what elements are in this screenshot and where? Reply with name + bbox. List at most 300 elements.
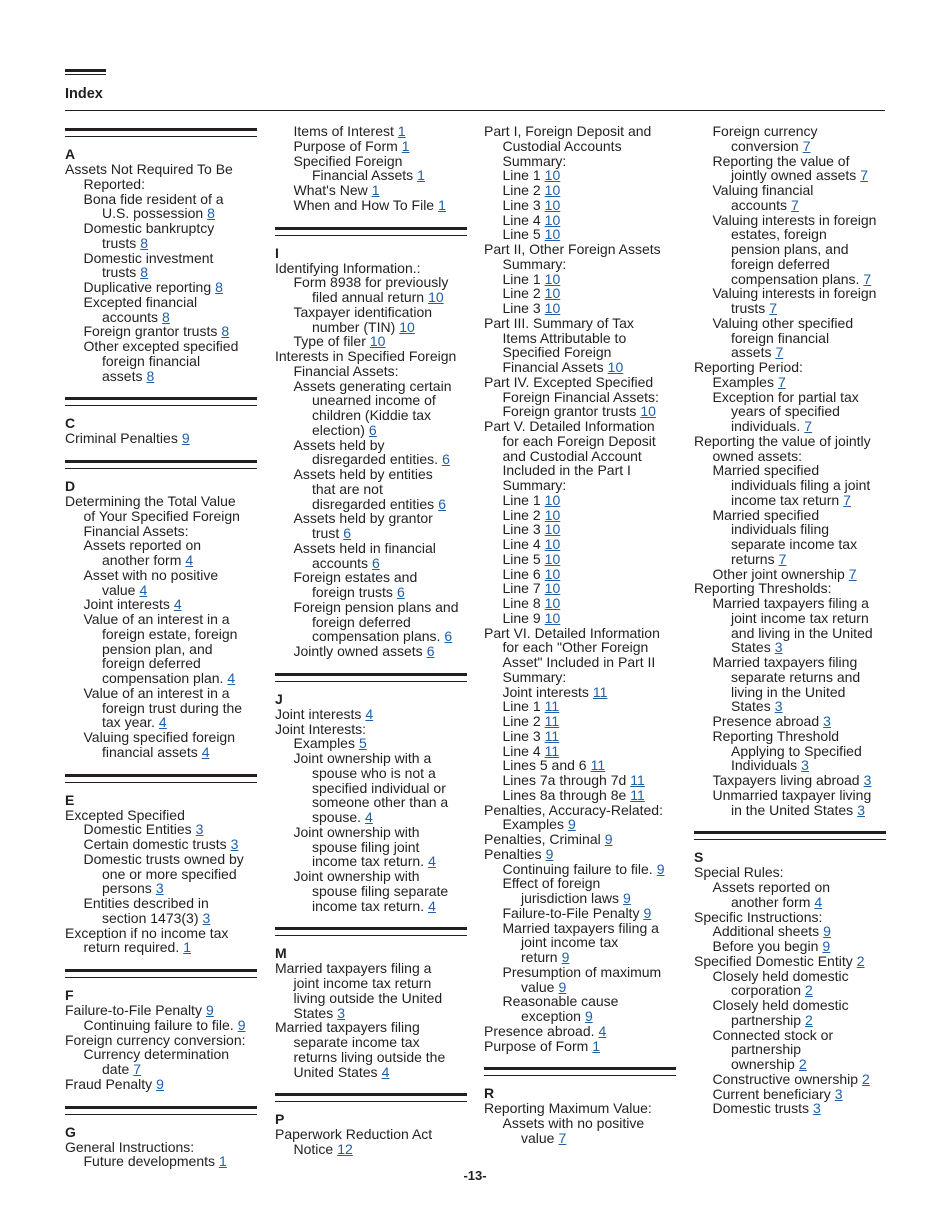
page-link[interactable]: 5	[358, 735, 367, 752]
index-entry-text: Reported:	[83, 175, 145, 192]
index-entry	[275, 766, 467, 781]
index-entry	[65, 1077, 257, 1092]
index-entry-text: Duplicative reporting	[83, 279, 212, 295]
index-entry	[275, 1127, 467, 1142]
index-entry-text: Effect of foreign	[502, 875, 601, 892]
index-entry	[65, 177, 257, 192]
index-entry	[275, 423, 467, 438]
index-entry-text: returns living outside the	[293, 1048, 446, 1065]
index-entry	[484, 522, 676, 537]
index-entry-text: Excepted financial	[83, 293, 198, 310]
index-entry	[694, 969, 886, 984]
page-link[interactable]: 10	[544, 550, 561, 567]
page-link[interactable]: 8	[215, 279, 223, 295]
index-entry	[65, 369, 257, 384]
page-link[interactable]: 1	[397, 123, 406, 139]
index-entry	[694, 168, 886, 183]
page-link[interactable]: 3	[155, 880, 164, 897]
index-entry-text: trusts	[102, 264, 137, 281]
page-link[interactable]: 10	[544, 609, 561, 626]
index-entry-text: foreign trusts	[312, 584, 393, 600]
index-entry-text: Custodial Accounts	[502, 137, 622, 154]
page-link[interactable]: 8	[140, 264, 149, 281]
index-entry-text: Joint interests	[83, 596, 170, 613]
page-link[interactable]: 1	[438, 196, 446, 213]
page-link[interactable]: 9	[181, 430, 190, 447]
index-entry-text: Valuing interests in foreign	[712, 285, 877, 302]
page-link[interactable]: 6	[438, 495, 446, 512]
index-entry-text: Foreign estates and	[293, 569, 418, 586]
index-entry	[65, 524, 257, 539]
index-entry	[484, 463, 676, 478]
page-link[interactable]: 3	[202, 909, 211, 926]
index-entry	[694, 626, 886, 641]
index-entry	[275, 526, 467, 541]
index-entry-text: separate returns and	[731, 668, 861, 685]
index-entry	[484, 685, 676, 700]
page-link[interactable]: 4	[158, 714, 167, 731]
index-entry-text: Future developments	[83, 1153, 216, 1170]
page-link[interactable]: 11	[544, 713, 560, 729]
index-entry-text: Line 9	[502, 609, 541, 626]
index-entry	[694, 611, 886, 626]
page-link[interactable]: 4	[365, 705, 374, 722]
index-column-3	[484, 124, 676, 1146]
page-link[interactable]: 6	[396, 584, 405, 600]
index-entry-text: one or more specified	[102, 865, 237, 882]
page-link[interactable]: 3	[774, 639, 783, 656]
section-letter: C	[65, 415, 76, 432]
index-entry-text: Line 3	[502, 727, 541, 744]
page-link[interactable]: 7	[848, 565, 857, 582]
page-link[interactable]: 6	[442, 451, 450, 468]
index-entry-text: Domestic Entities	[83, 821, 192, 838]
index-entry-text: accounts	[731, 196, 788, 213]
section-rule	[275, 673, 467, 679]
page-link[interactable]: 2	[856, 952, 865, 969]
index-entry-text: Excepted Specified	[65, 806, 185, 823]
index-entry	[694, 286, 886, 301]
page-link[interactable]: 9	[558, 978, 567, 995]
index-entry	[484, 404, 676, 419]
index-entry-text: Items of Interest	[293, 123, 394, 139]
index-entry-text: Line 2	[502, 713, 541, 729]
section-letter: S	[694, 849, 704, 866]
page-link[interactable]: 10	[544, 167, 561, 184]
page-link[interactable]: 7	[777, 373, 786, 390]
page-link[interactable]: 9	[656, 860, 665, 877]
page-link[interactable]: 9	[643, 904, 652, 921]
page-link[interactable]: 10	[544, 565, 561, 582]
section-rule	[65, 1106, 257, 1112]
index-entry-text: return required.	[83, 939, 180, 956]
index-entry	[484, 876, 676, 891]
index-entry	[484, 581, 676, 596]
index-entry-text: Foreign grantor trusts	[502, 403, 637, 420]
section-rule	[65, 969, 257, 975]
page-link[interactable]: 8	[162, 308, 170, 325]
index-entry	[65, 852, 257, 867]
index-entry	[694, 493, 886, 508]
page-link[interactable]: 2	[805, 982, 813, 999]
page-link[interactable]: 6	[368, 421, 377, 438]
index-entry	[694, 714, 886, 729]
page-link[interactable]: 11	[630, 772, 645, 788]
page-link[interactable]: 4	[139, 581, 148, 598]
index-entry-text: Before you begin	[712, 938, 819, 954]
page-link[interactable]: 10	[607, 359, 624, 375]
page-link[interactable]: 7	[558, 1129, 567, 1146]
page-link[interactable]: 11	[592, 683, 608, 700]
page-link[interactable]: 10	[544, 521, 561, 538]
index-entry	[484, 227, 676, 242]
index-entry-text: Included in the Part I	[502, 462, 631, 479]
index-entry	[484, 832, 676, 847]
index-entry	[275, 751, 467, 766]
page-link[interactable]: 7	[802, 137, 811, 154]
page-link[interactable]: 1	[592, 1037, 601, 1054]
index-entry	[694, 1101, 886, 1116]
page-link[interactable]: 3	[857, 801, 865, 818]
index-entry-text: jurisdiction laws	[521, 890, 620, 906]
index-entry-text: Purpose of Form	[293, 137, 398, 154]
section-rule	[65, 460, 257, 466]
index-entry	[694, 865, 886, 880]
index-entry	[694, 910, 886, 925]
page-link[interactable]: 6	[343, 525, 352, 541]
page-link[interactable]: 10	[544, 300, 561, 316]
index-entry	[65, 324, 257, 339]
index-entry-text: Domestic trusts	[712, 1100, 809, 1117]
page-link[interactable]: 10	[544, 536, 561, 552]
page-link[interactable]: 9	[822, 938, 831, 954]
page-link[interactable]: 1	[219, 1153, 227, 1170]
page-link[interactable]: 1	[371, 182, 380, 198]
index-entry	[484, 862, 676, 877]
index-entry	[275, 840, 467, 855]
page-link[interactable]: 9	[561, 949, 570, 965]
index-entry-text: compensation plans.	[312, 628, 441, 645]
index-entry-text: Asset" Included in Part II	[502, 654, 656, 670]
section-letter: J	[275, 690, 283, 707]
index-entry-text: Presence abroad	[712, 713, 820, 729]
page-link[interactable]: 3	[774, 698, 783, 715]
index-entry	[275, 600, 467, 615]
index-entry-text: joint income tax return	[293, 975, 432, 991]
index-entry	[694, 154, 886, 169]
page-link[interactable]: 4	[185, 552, 194, 568]
index-entry	[484, 360, 676, 375]
page-link[interactable]: 10	[428, 289, 444, 305]
section-rule-thin	[484, 1075, 676, 1076]
index-entry	[694, 478, 886, 493]
page-link[interactable]: 9	[205, 1002, 214, 1018]
page-link[interactable]: 3	[195, 821, 204, 838]
index-entry-text: trust	[312, 525, 340, 541]
page-link[interactable]: 7	[804, 418, 813, 434]
index-entry-text: Part IV. Excepted Specified	[484, 373, 654, 390]
index-entry	[694, 272, 886, 287]
page-link[interactable]: 7	[791, 196, 799, 213]
index-entry-text: Examples	[502, 816, 564, 833]
index-entry-text: accounts	[102, 308, 159, 325]
index-entry-text: Jointly owned assets	[293, 643, 423, 659]
page-link[interactable]: 8	[140, 234, 149, 251]
page-link[interactable]: 10	[544, 506, 561, 523]
index-entry	[275, 795, 467, 810]
index-entry-text: Line 2	[502, 506, 541, 523]
index-entry-text: Lines 5 and 6	[502, 757, 587, 774]
index-entry	[694, 1072, 886, 1087]
index-entry-text: individuals filing	[731, 521, 830, 538]
index-entry-text: Items Attributable to	[502, 329, 627, 346]
page-link[interactable]: 10	[640, 403, 656, 420]
page-link[interactable]: 9	[623, 890, 631, 906]
index-entry	[65, 867, 257, 882]
page-link[interactable]: 4	[428, 897, 436, 914]
index-entry	[484, 670, 676, 685]
page-link[interactable]: 10	[544, 491, 561, 508]
page-link[interactable]: 9	[604, 831, 613, 847]
page-link[interactable]: 9	[823, 923, 831, 940]
index-entry-text: children (Kiddie tax	[312, 407, 432, 423]
index-entry-text: Continuing failure to file.	[502, 860, 653, 877]
index-entry	[484, 478, 676, 493]
page-link[interactable]: 4	[201, 743, 210, 760]
index-entry	[484, 758, 676, 773]
page-link[interactable]: 6	[426, 643, 435, 659]
page-link[interactable]: 2	[805, 1011, 813, 1028]
index-entry	[484, 891, 676, 906]
index-entry	[694, 788, 886, 803]
page-link[interactable]: 10	[399, 318, 415, 335]
index-entry-text: and Custodial Account	[502, 447, 642, 464]
page-link[interactable]: 7	[860, 167, 869, 184]
page-link[interactable]: 9	[545, 845, 554, 862]
index-entry	[484, 817, 676, 832]
page-link[interactable]: 3	[337, 1004, 345, 1021]
page-link[interactable]: 3	[801, 757, 809, 774]
index-entry-text: Part VI. Detailed Information	[484, 624, 660, 641]
page-link[interactable]: 8	[207, 205, 215, 222]
index-entry-text: corporation	[731, 982, 802, 999]
index-entry-text: Financial Assets	[502, 359, 604, 375]
page-link[interactable]: 1	[183, 939, 192, 956]
index-entry	[65, 354, 257, 369]
page-link[interactable]: 9	[237, 1016, 246, 1033]
index-entry	[484, 286, 676, 301]
index-entry-text: Part I, Foreign Deposit and	[484, 123, 652, 139]
index-entry	[65, 881, 257, 896]
index-entry-text: Penalties	[484, 845, 542, 862]
index-entry-text: compensation plan.	[102, 670, 224, 686]
index-entry-text: Assets generating certain	[293, 377, 452, 394]
index-entry	[484, 242, 676, 257]
page-link[interactable]: 10	[544, 595, 561, 611]
page-link[interactable]: 4	[381, 1063, 390, 1080]
page-link[interactable]: 1	[417, 167, 425, 184]
index-entry	[484, 1039, 676, 1054]
page-link[interactable]: 10	[369, 333, 386, 350]
index-entry-text: in the United States	[731, 801, 854, 818]
index-entry-text: joint income tax	[521, 934, 619, 951]
page-link[interactable]: 7	[778, 550, 787, 567]
index-entry-text: value	[521, 978, 555, 995]
index-entry-text: Failure-to-File Penalty	[502, 904, 640, 921]
index-entry-text: Additional sheets	[712, 923, 820, 940]
page-link[interactable]: 3	[834, 1085, 843, 1102]
page-link[interactable]: 6	[372, 554, 380, 571]
index-entry	[484, 1101, 676, 1116]
page-link[interactable]: 11	[544, 727, 560, 744]
page-link[interactable]: 3	[230, 836, 239, 852]
index-entry	[275, 168, 467, 183]
page-link[interactable]: 10	[544, 270, 561, 287]
index-entry-text: Lines 7a through 7d	[502, 772, 627, 788]
page-link[interactable]: 4	[428, 853, 436, 870]
index-entry-text: owned assets:	[712, 447, 802, 464]
index-entry-text: Special Rules:	[694, 864, 784, 881]
page-link[interactable]: 6	[444, 628, 453, 645]
page-link[interactable]: 12	[337, 1141, 353, 1157]
page-link[interactable]: 9	[156, 1075, 164, 1092]
page-link[interactable]: 8	[146, 367, 155, 384]
page-link[interactable]: 2	[862, 1070, 870, 1087]
index-entry-text: Line 1	[502, 167, 541, 184]
page-link[interactable]: 4	[814, 893, 823, 910]
index-entry	[65, 251, 257, 266]
page-link[interactable]: 3	[812, 1100, 821, 1117]
index-entry-text: income tax return	[731, 491, 840, 508]
section-rule-thin	[65, 136, 257, 137]
index-entry	[694, 758, 886, 773]
top-rule-thin	[65, 74, 106, 75]
index-entry	[694, 1028, 886, 1043]
index-entry-text: Type of filer	[293, 333, 366, 350]
page-link[interactable]: 9	[584, 1008, 593, 1024]
page-link[interactable]: 7	[843, 491, 851, 508]
index-entry	[275, 511, 467, 526]
index-entry-text: Line 4	[502, 536, 541, 552]
index-entry	[484, 301, 676, 316]
index-entry-text: Married taxpayers filing a	[502, 919, 659, 936]
section-letter: M	[275, 945, 287, 962]
index-entry-text: Certain domestic trusts	[83, 836, 227, 852]
index-entry-text: jointly owned assets	[731, 167, 857, 184]
page-link[interactable]: 4	[365, 809, 373, 825]
page-link[interactable]: 11	[590, 757, 606, 774]
index-entry-text: Closely held domestic	[712, 967, 849, 984]
index-entry	[65, 339, 257, 354]
page-link[interactable]: 4	[227, 670, 236, 686]
index-entry-text: Reporting Maximum Value:	[484, 1100, 652, 1117]
index-entry	[694, 331, 886, 346]
page-link[interactable]: 11	[544, 698, 560, 715]
index-entry	[694, 640, 886, 655]
index-entry	[65, 1047, 257, 1062]
index-entry	[65, 538, 257, 553]
page-link[interactable]: 10	[544, 196, 561, 213]
index-entry-text: income tax return.	[312, 897, 425, 914]
page-link[interactable]: 8	[221, 323, 230, 340]
index-entry	[694, 360, 886, 375]
index-entry-text: States	[293, 1004, 334, 1021]
page-link[interactable]: 10	[544, 580, 561, 597]
page-link[interactable]: 3	[863, 772, 872, 788]
index-entry	[275, 290, 467, 305]
index-entry-text: States	[731, 639, 771, 656]
index-entry	[65, 1140, 257, 1155]
index-entry	[275, 183, 467, 198]
index-entry-text: value	[102, 581, 136, 598]
index-entry-text: foreign financial	[731, 329, 830, 346]
page-link[interactable]: 9	[567, 816, 576, 833]
index-entry-text: Financial Assets:	[83, 522, 189, 539]
index-entry	[65, 494, 257, 509]
index-entry-text: Joint ownership with	[293, 868, 420, 884]
index-entry-text: Determining the Total Value	[65, 493, 236, 509]
index-entry	[65, 1154, 257, 1169]
page-link[interactable]: 10	[544, 285, 561, 302]
index-entry-text: Taxpayers living abroad	[712, 772, 860, 788]
index-entry	[484, 699, 676, 714]
index-entry	[275, 644, 467, 659]
index-entry	[65, 553, 257, 568]
index-entry	[65, 730, 257, 745]
page-link[interactable]: 11	[544, 742, 560, 759]
index-entry-text: Assets with no positive	[502, 1115, 645, 1131]
index-entry-text: Reporting the value of jointly	[694, 432, 871, 449]
page-link[interactable]: 2	[798, 1056, 807, 1072]
page-link[interactable]: 7	[775, 344, 784, 361]
page-link[interactable]: 10	[544, 226, 561, 243]
page-link[interactable]: 7	[863, 270, 872, 287]
index-entry-text: Line 2	[502, 182, 541, 198]
index-entry	[484, 714, 676, 729]
page-link[interactable]: 10	[544, 182, 561, 198]
index-entry-text: value	[521, 1129, 555, 1146]
page-link[interactable]: 7	[769, 300, 778, 316]
index-entry-text: trusts	[102, 234, 137, 251]
index-entry	[275, 154, 467, 169]
index-entry-text: Penalties, Accuracy-Related:	[484, 801, 663, 818]
page-link[interactable]: 3	[823, 713, 831, 729]
index-entry	[484, 390, 676, 405]
page-link[interactable]: 4	[598, 1022, 607, 1039]
index-entry	[275, 1065, 467, 1080]
page-link[interactable]: 1	[401, 137, 410, 154]
page-link[interactable]: 4	[173, 596, 182, 613]
index-entry-text: foreign deferred	[312, 613, 411, 630]
index-entry-text: Married specified	[712, 462, 820, 479]
index-entry	[484, 434, 676, 449]
index-entry	[65, 911, 257, 926]
index-entry-text: for each "Other Foreign	[502, 639, 649, 656]
page-link[interactable]: 7	[133, 1061, 142, 1077]
index-entry-text: Summary:	[502, 255, 567, 272]
index-entry	[65, 701, 257, 716]
index-entry	[484, 272, 676, 287]
index-entry-text: Domestic bankruptcy	[83, 220, 215, 236]
index-entry	[275, 854, 467, 869]
index-entry	[275, 1050, 467, 1065]
index-entry-text: accounts	[312, 554, 369, 571]
index-entry-text: separate income tax	[731, 536, 858, 552]
page-link[interactable]: 11	[630, 786, 645, 803]
index-entry-text: foreign trust during the	[102, 699, 243, 716]
index-entry-text: Connected stock or	[712, 1026, 834, 1043]
page-link[interactable]: 10	[544, 211, 561, 228]
